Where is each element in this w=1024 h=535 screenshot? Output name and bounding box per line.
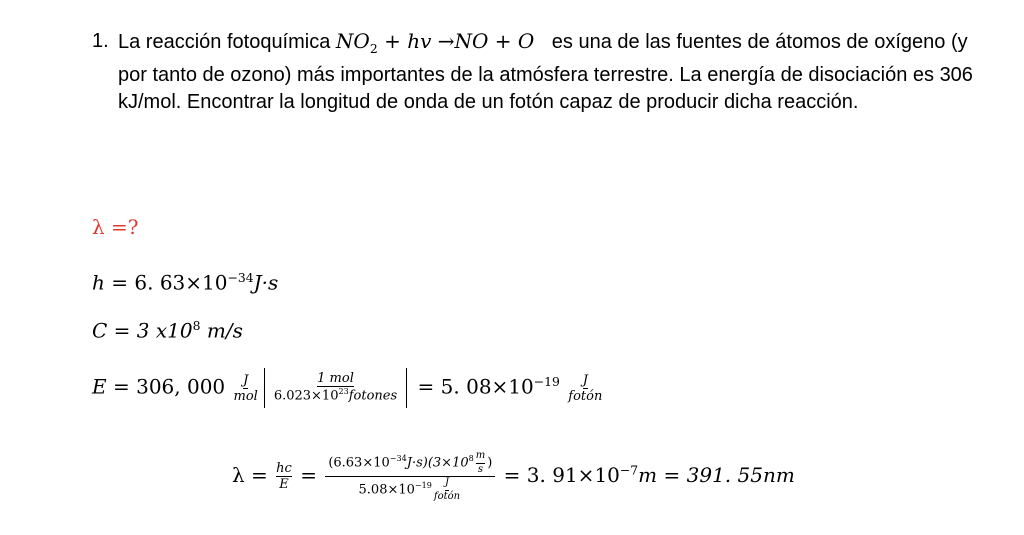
equals-2: = <box>417 374 435 399</box>
sub-num-close: ) <box>487 455 493 471</box>
plus-sign: + <box>384 29 401 53</box>
conversion-den <box>271 387 400 405</box>
result-exp: −7 <box>619 462 639 478</box>
result-mantissa: 3. 91×10 <box>526 463 620 487</box>
conversion-fraction <box>271 371 400 405</box>
sub-den-mantissa: 5.08×10 <box>358 482 415 498</box>
wavelength-line <box>232 450 795 503</box>
plus-sign-2: + <box>494 29 512 53</box>
e-unit-num: J <box>243 372 249 388</box>
unknown-lambda: λ =? <box>92 215 139 239</box>
conversion-den-mantissa: 6.023×10 <box>273 388 339 404</box>
equals-3: = <box>503 463 521 487</box>
sub-num-a-exp: −34 <box>389 454 407 464</box>
sub-num-b-exp: 8 <box>468 454 474 464</box>
equals: = <box>111 270 129 295</box>
sub-num-b: J·s)(3×10 <box>406 455 469 471</box>
h-exponent: −34 <box>227 270 254 285</box>
sub-num-a: (6.63×10 <box>328 455 390 471</box>
conversion-den-exp: 23 <box>338 387 349 397</box>
reactant-subscript: 2 <box>369 41 378 56</box>
equals-4: = <box>663 463 681 487</box>
result-nm: 391. 55nm <box>686 463 795 487</box>
product-o: O <box>517 29 535 53</box>
sub-num-unit-num: m <box>476 450 485 464</box>
e-symbol: E <box>92 374 107 399</box>
e-value: 306, 000 <box>136 374 226 399</box>
light-speed-line <box>92 318 243 343</box>
h-symbol: h <box>92 270 105 295</box>
problem-number: 1. <box>92 30 109 52</box>
problem-text: es una de las fuentes de átomos de oxígeno (y por tanto de ozono) más importantes de la atmósfera terrestre. La energía de disociación es 306 kJ/mol. Encontrar la longitud de onda de un fotón capaz de producir dicha reacción. <box>118 31 973 113</box>
reaction-equation <box>335 29 541 56</box>
equals-2: = <box>300 463 317 487</box>
sub-num-unit-den: s <box>477 463 484 475</box>
sub-den-unit-num: J <box>445 477 449 491</box>
e-unit-den: mol <box>233 388 258 404</box>
lambda-symbol: λ <box>232 463 245 487</box>
conversion-num: 1 mol <box>317 371 354 387</box>
hc-num: hc <box>276 461 292 476</box>
c-symbol: C <box>92 318 108 343</box>
hc-over-e-fraction <box>276 461 292 492</box>
substitution-den <box>356 477 466 503</box>
conversion-den-unit: fotones <box>348 388 398 404</box>
sub-den-exp: −19 <box>414 481 432 491</box>
e-unit-fraction <box>234 373 258 404</box>
e-result-unit-den: fotón <box>568 388 603 404</box>
conversion-bar-left <box>264 368 265 408</box>
e-den: E <box>279 477 289 492</box>
sub-den-unit-fraction <box>434 477 460 503</box>
e-result-unit-num: J <box>582 372 588 388</box>
sub-den-unit-den: fotón <box>433 490 461 502</box>
equals: = <box>251 463 268 487</box>
h-mantissa: 6. 63×10 <box>134 270 228 295</box>
e-result-mantissa: 5. 08×10 <box>440 374 534 399</box>
reactant: NO <box>335 29 370 53</box>
equals: = <box>112 374 130 399</box>
problem-intro: La reacción fotoquímica <box>118 31 331 53</box>
problem-body <box>118 28 1002 116</box>
result-unit: m <box>638 463 658 487</box>
energy-line <box>92 368 604 408</box>
problem-statement <box>92 28 1002 116</box>
substitution-fraction <box>325 450 495 503</box>
conversion-bar-right <box>406 368 407 408</box>
product-no: NO <box>454 29 489 53</box>
e-result-unit-fraction <box>568 373 602 404</box>
substitution-num <box>325 450 495 477</box>
c-exponent: 8 <box>192 318 201 333</box>
c-units: m/s <box>206 318 243 343</box>
c-mantissa: 3 x10 <box>136 318 193 343</box>
planck-constant-line <box>92 270 278 295</box>
reaction-arrow: → <box>437 29 455 53</box>
sub-num-unit-fraction <box>476 450 485 476</box>
e-result-exp: −19 <box>533 373 560 389</box>
equals: = <box>113 318 131 343</box>
photon-energy: hv <box>407 29 432 53</box>
h-units: J·s <box>253 270 279 295</box>
